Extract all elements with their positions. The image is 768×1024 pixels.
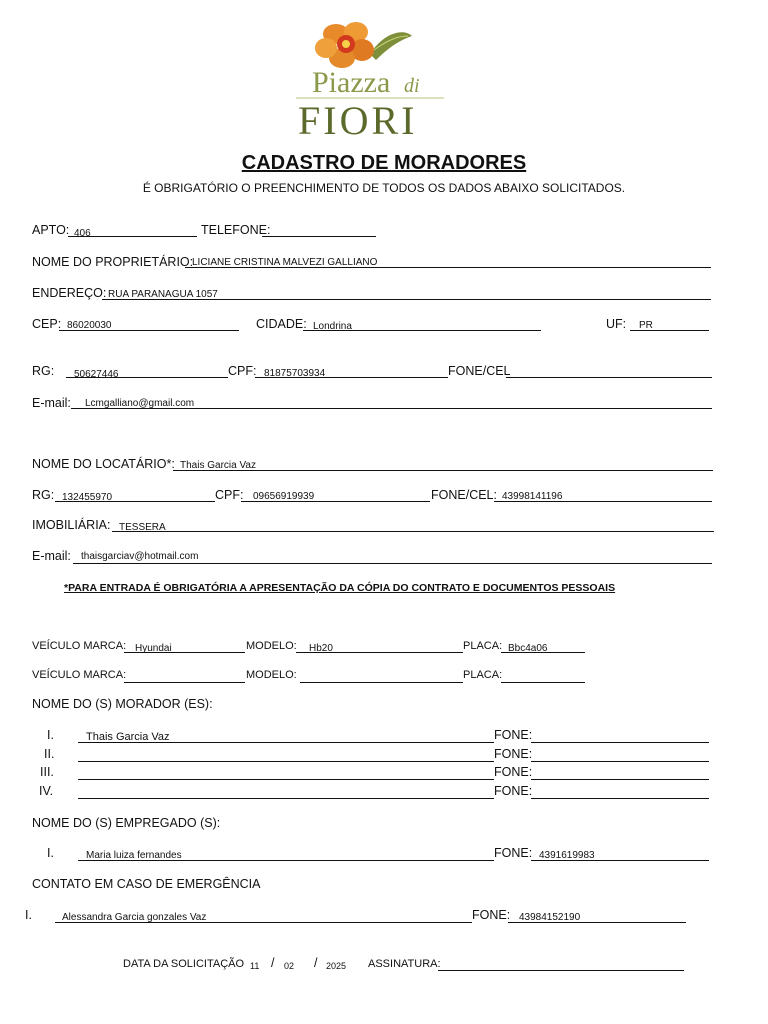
owner-rg-field[interactable]: 50627446 [74, 369, 119, 380]
tenant-rg-label: RG: [32, 488, 55, 502]
resident-name-line [78, 798, 494, 799]
vehicle1-brand-label: VEÍCULO MARCA: [32, 640, 127, 652]
signature-line[interactable] [438, 970, 684, 971]
address-field[interactable]: RUA PARANAGUA 1057 [108, 289, 218, 300]
agency-label: IMOBILIÁRIA: [32, 518, 111, 532]
telefone-label: TELEFONE: [201, 223, 271, 237]
resident-phone-line [531, 798, 709, 799]
owner-email-field[interactable]: Lcmgalliano@gmail.com [85, 398, 195, 409]
vehicle2-brand-label: VEÍCULO MARCA: [32, 669, 127, 681]
page-title: CADASTRO DE MORADORES [241, 152, 527, 174]
uf-field[interactable]: PR [639, 320, 653, 331]
owner-rg-label: RG: [32, 364, 55, 378]
date-separator: / [314, 956, 318, 970]
page-subtitle: É OBRIGATÓRIO O PREENCHIMENTO DE TODOS OS DADOS ABAIXO SOLICITADOS. [142, 181, 626, 195]
vehicle2-brand-line [124, 682, 245, 683]
emergency-phone-label: FONE: [472, 908, 511, 922]
vehicle1-model-field[interactable]: Hb20 [309, 643, 333, 654]
resident-name-field[interactable]: Thais Garcia Vaz [86, 731, 170, 743]
uf-label: UF: [606, 317, 627, 331]
resident-phone-label: FONE: [494, 784, 533, 798]
piazza-di-fiori-logo [292, 14, 448, 138]
resident-phone-line [531, 761, 709, 762]
resident-number: IV. [39, 784, 54, 798]
employee-name-field[interactable]: Maria luiza fernandes [86, 850, 182, 861]
tenant-email-label: E-mail: [32, 549, 71, 563]
apto-label: APTO: [32, 223, 70, 237]
emergency-phone-field[interactable]: 43984152190 [519, 912, 581, 923]
owner-name-field[interactable]: LICIANE CRISTINA MALVEZI GALLIANO [192, 257, 378, 268]
cep-field[interactable]: 86020030 [67, 320, 112, 331]
tenant-rg-field[interactable]: 132455970 [62, 492, 113, 503]
svg-text:Piazza: Piazza [312, 66, 391, 99]
tenant-email-field[interactable]: thaisgarciav@hotmail.com [81, 551, 199, 562]
tenant-email-line [73, 563, 712, 564]
city-label: CIDADE: [256, 317, 307, 331]
vehicle2-model-line [300, 682, 463, 683]
resident-phone-label: FONE: [494, 765, 533, 779]
emergency-name-field[interactable]: Alessandra Garcia gonzales Vaz [62, 912, 207, 923]
contract-notice: *PARA ENTRADA É OBRIGATÓRIA A APRESENTAÇÃO DA CÓPIA DO CONTRATO E DOCUMENTOS PESSOAIS [64, 582, 616, 594]
vehicle2-model-label: MODELO: [246, 669, 297, 681]
emergency-heading: CONTATO EM CASO DE EMERGÊNCIA [32, 877, 261, 891]
tenant-phone-label: FONE/CEL: [431, 488, 497, 502]
apto-field[interactable]: 406 [74, 228, 91, 239]
request-date-label: DATA DA SOLICITAÇÃO [123, 958, 245, 970]
owner-email-label: E-mail: [32, 396, 71, 410]
date-day-field[interactable]: 11 [250, 961, 260, 971]
resident-phone-line [531, 779, 709, 780]
date-month-field[interactable]: 02 [284, 961, 295, 971]
city-field[interactable]: Londrina [313, 321, 352, 332]
resident-number: III. [40, 765, 54, 779]
residents-heading: NOME DO (S) MORADOR (ES): [32, 697, 213, 711]
employee-phone-field[interactable]: 4391619983 [539, 850, 595, 861]
cep-label: CEP: [32, 317, 62, 331]
emergency-number: I. [25, 908, 32, 922]
vehicle2-plate-label: PLACA: [463, 669, 503, 681]
resident-number: II. [44, 747, 55, 761]
owner-phone-label: FONE/CEL [448, 364, 511, 378]
tenant-cpf-label: CPF: [215, 488, 244, 502]
vehicle1-brand-field[interactable]: Hyundai [135, 643, 172, 654]
owner-cpf-field[interactable]: 81875703934 [264, 368, 326, 379]
tenant-name-field[interactable]: Thais Garcia Vaz [180, 460, 256, 471]
resident-phone-line [531, 742, 709, 743]
owner-cpf-label: CPF: [228, 364, 257, 378]
vehicle2-plate-line [501, 682, 585, 683]
signature-label: ASSINATURA: [368, 958, 441, 970]
vehicle1-plate-label: PLACA: [463, 640, 503, 652]
tenant-phone-field[interactable]: 43998141196 [502, 491, 563, 502]
owner-name-label: NOME DO PROPRIETÁRIO: [32, 255, 194, 269]
resident-phone-label: FONE: [494, 747, 533, 761]
tenant-cpf-field[interactable]: 09656919939 [253, 491, 315, 502]
vehicle1-plate-field[interactable]: Bbc4a06 [508, 643, 548, 654]
telefone-line [262, 236, 376, 237]
employee-number: I. [47, 846, 54, 860]
tenant-name-label: NOME DO LOCATÁRIO*: [32, 457, 175, 471]
agency-field[interactable]: TESSERA [119, 522, 166, 533]
svg-text:FIORI: FIORI [298, 98, 418, 138]
date-separator: / [271, 956, 275, 970]
owner-phone-line [506, 377, 712, 378]
address-label: ENDEREÇO: [32, 286, 107, 300]
resident-name-line [78, 761, 494, 762]
vehicle1-model-label: MODELO: [246, 640, 297, 652]
resident-name-line [78, 779, 494, 780]
resident-phone-label: FONE: [494, 728, 533, 742]
date-year-field[interactable]: 2025 [326, 961, 347, 971]
flower-icon [315, 22, 374, 68]
employee-phone-label: FONE: [494, 846, 533, 860]
resident-number: I. [47, 728, 54, 742]
employees-heading: NOME DO (S) EMPREGADO (S): [32, 816, 221, 830]
agency-line [112, 531, 714, 532]
svg-text:di: di [404, 75, 420, 97]
